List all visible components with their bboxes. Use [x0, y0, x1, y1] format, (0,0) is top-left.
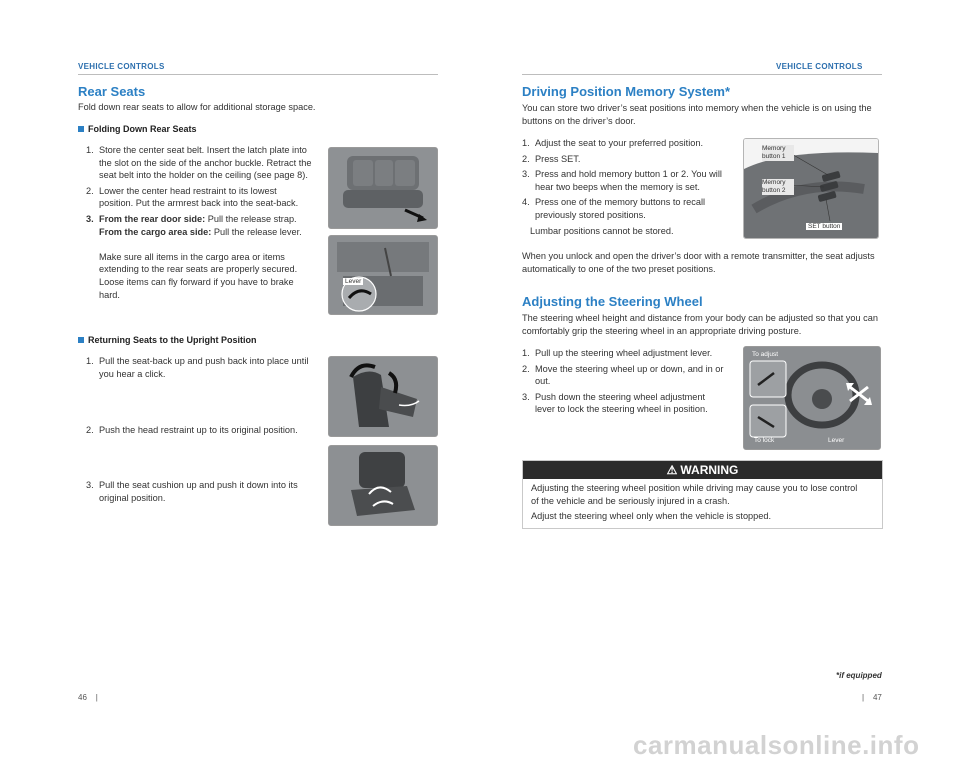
returning-heading: Returning Seats to the Upright Position: [78, 335, 257, 345]
list-item: 1. Store the center seat belt. Insert the latch plate into the slot on the side of the anchor buckle. Retract the seat belt into the holder on the ceiling (see page 8).: [86, 145, 312, 181]
list-item: 3. Press and hold memory button 1 or 2. You will hear two beeps when the memory is set.: [522, 169, 722, 192]
cargo-note: Make sure all items in the cargo area or items extending to the rear seats are properly secured. Loose items can fly forward if you have to brake hard.: [99, 251, 298, 300]
section-marker-icon: [78, 337, 84, 343]
warning-text-2: Adjust the steering wheel only when the vehicle is stopped.: [531, 511, 772, 521]
steering-wheel-image: [743, 346, 881, 450]
warning-text-1: Adjusting the steering wheel position while driving may cause you to lose control of the vehicle and be seriously injured in a crash.: [531, 483, 858, 506]
warning-header: [523, 461, 882, 479]
left-page-header: VEHICLE CONTROLS: [78, 62, 165, 71]
list-item: 3. From the rear door side: Pull the release strap. From the cargo area side: Pull the release lever. Make sure all items in the cargo area or items extending to the rear seats are properly secured. Loose items can fly forward if you have to brake hard.: [86, 213, 302, 300]
memory-button-1-label: Memory button 1: [762, 145, 794, 161]
cargo-lever-image: [328, 235, 438, 315]
memory-button-2-label: Memory button 2: [762, 179, 794, 195]
list-item: 3. Pull the seat cushion up and push it down into its original position.: [86, 480, 298, 503]
lever-label-steering: Lever: [828, 437, 845, 444]
right-page-header: VEHICLE CONTROLS: [776, 62, 863, 71]
list-item: 1. Adjust the seat to your preferred position.: [522, 138, 704, 148]
list-item: 1. Pull up the steering wheel adjustment lever.: [522, 348, 713, 358]
warning-triangle-icon: ⚠: [666, 463, 678, 477]
to-adjust-label: To adjust: [752, 351, 779, 358]
memory-after: When you unlock and open the driver’s door with a remote transmitter, the seat adjusts automatically to one of the two preset positions.: [522, 251, 875, 274]
left-page-number: 46 |: [78, 693, 98, 702]
section-marker-icon: [78, 126, 84, 132]
warning-box: [522, 460, 883, 529]
list-item: 2. Lower the center head restraint to its lowest position. Put the armrest back into the seat-back.: [86, 185, 299, 209]
watermark: carmanualsonline.info: [633, 730, 920, 760]
rear-seats-title: Rear Seats: [78, 84, 146, 99]
list-item: 3. Push down the steering wheel adjustment lever to lock the steering wheel in position.: [522, 391, 708, 415]
left-header-rule: [78, 74, 438, 75]
right-header-rule: [522, 74, 882, 75]
folding-steps: [86, 144, 312, 301]
warning-label: WARNING: [680, 463, 739, 477]
memory-steps: [522, 137, 727, 237]
list-item: 1. Pull the seat-back up and push back into place until you hear a click.: [86, 356, 309, 379]
steering-steps: [522, 347, 727, 416]
seat-cushion-image: [328, 445, 438, 526]
list-item: 4. Press one of the memory buttons to recall previously stored positions.: [522, 197, 706, 220]
seatback-up-image: [328, 356, 438, 437]
list-item: 2. Push the head restraint up to its original position.: [86, 425, 298, 435]
folding-heading: Folding Down Rear Seats: [78, 124, 197, 134]
memory-intro: You can store two driver’s seat positions into memory when the vehicle is on using the buttons on the driver’s door.: [522, 103, 872, 126]
rear-seats-intro: Fold down rear seats to allow for additional storage space.: [78, 102, 316, 112]
footnote: *if equipped: [836, 671, 882, 680]
set-button-label: SET button: [808, 223, 841, 230]
rear-seat-image: [328, 147, 438, 229]
list-item: 2. Move the steering wheel up or down, and in or out.: [522, 363, 724, 387]
memory-buttons-image: [743, 138, 879, 239]
steering-title: Adjusting the Steering Wheel: [522, 294, 703, 309]
memory-title: Driving Position Memory System*: [522, 84, 731, 99]
to-lock-label: To lock: [754, 437, 775, 444]
list-item: 2. Press SET.: [522, 153, 581, 164]
steering-intro: The steering wheel height and distance from your body can be adjusted so that you can comfortably grip the steering wheel in an appropriate driving posture.: [522, 313, 878, 336]
lever-label: Lever: [345, 278, 362, 285]
lumbar-note: Lumbar positions cannot be stored.: [530, 225, 674, 236]
right-page-number: | 47: [862, 693, 882, 702]
